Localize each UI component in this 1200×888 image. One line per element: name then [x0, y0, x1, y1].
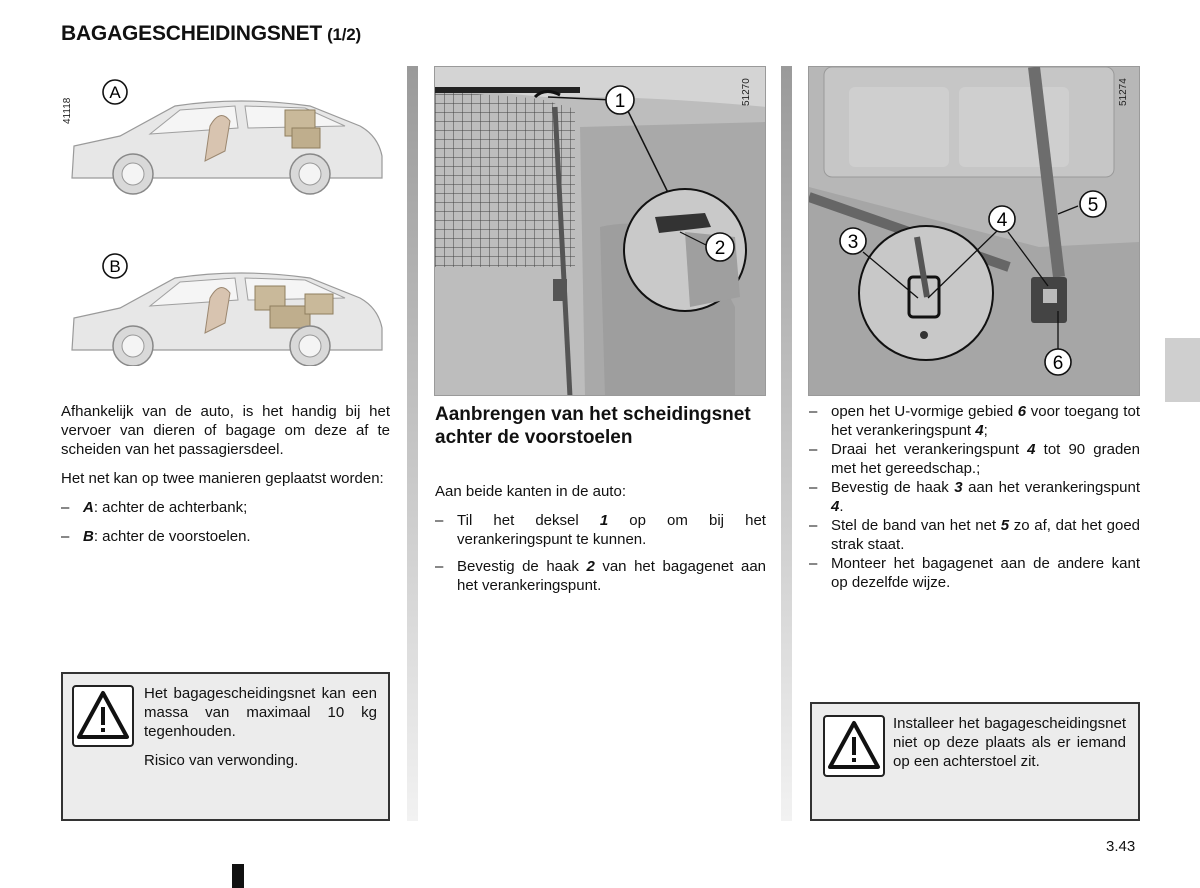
callout-4-text: 4: [996, 210, 1008, 231]
callout-4: [989, 206, 1015, 232]
title-text: BAGAGESCHEIDINGSNET: [61, 22, 323, 45]
list-item: – Monteer het bagagenet aan de andere kant op dezelfde wijze.: [809, 555, 1140, 591]
column-divider-left: [407, 66, 418, 821]
figure-2-overlay: [434, 66, 766, 396]
warning-box-weight: [61, 672, 390, 821]
car-side-view-b: [72, 273, 382, 366]
callout-5-text: 5: [1087, 195, 1099, 216]
steps-list: [435, 511, 766, 595]
option-a-letter: A: [109, 83, 121, 102]
car-diagram-figure: [60, 66, 395, 366]
placement-paragraph: Het net kan op twee manieren geplaatst worden:: [61, 470, 384, 487]
warning-triangle-icon: [823, 715, 885, 777]
callout-1-text: 1: [614, 91, 626, 112]
warning-text-weight: Het bagagescheidingsnet kan een massa van maximaal 10 kg tegenhouden. Risico van verwonding.: [144, 685, 377, 769]
warning-triangle-icon: [72, 685, 134, 747]
list-item: – Til het deksel 1 op om bij het verankeringspunt te kunnen.: [435, 512, 766, 548]
anchor-steps-list: [809, 402, 1140, 592]
list-item: – B: achter de voorstoelen.: [61, 528, 251, 545]
callout-1: [606, 86, 634, 114]
figure-number-41118: 41118: [62, 97, 73, 124]
page-number: 3.43: [1106, 838, 1136, 855]
car-side-view-a: [72, 101, 382, 194]
warning-box-occupant: [810, 702, 1140, 821]
callout-3: [840, 228, 866, 254]
callout-2-text: 2: [714, 238, 726, 259]
warning-text-occupant: Installeer het bagagescheidingsnet niet op deze plaats als er iemand op een achterstoel zit.: [893, 715, 1126, 770]
list-item: – open het U-vormige gebied 6 voor toegang tot het verankeringspunt 4;: [809, 403, 1140, 439]
list-item: – Bevestig de haak 3 aan het verankeringspunt 4.: [809, 479, 1141, 515]
list-item: – Stel de band van het net 5 zo af, dat het goed strak staat.: [809, 517, 1141, 553]
figure-3-overlay: [808, 66, 1140, 396]
figure-number-51274: 51274: [1118, 78, 1129, 106]
intro-paragraph: Afhankelijk van de auto, is het handig bij het vervoer van dieren of bagage om deze af te scheiden van het passagiersdeel.: [61, 403, 390, 458]
callout-5: [1080, 191, 1106, 217]
column-2-intro: Aan beide kanten in de auto:: [435, 483, 626, 500]
callout-6: [1045, 349, 1071, 375]
callout-6-text: 6: [1052, 353, 1064, 374]
section-edge-tab: [1165, 338, 1200, 402]
page-title: [61, 22, 361, 46]
option-b-letter: B: [109, 257, 121, 276]
list-item: – Bevestig de haak 2 van het bagagenet aan het verankeringspunt.: [435, 558, 767, 594]
print-mark: [232, 864, 244, 888]
column-1-text: [61, 402, 390, 551]
placement-options-list: [61, 498, 390, 546]
column-2-text: [435, 482, 766, 600]
list-item: – Draai het verankeringspunt 4 tot 90 graden met het gereedschap.;: [809, 441, 1140, 477]
option-b-label: [103, 254, 127, 278]
column-divider-right: [781, 66, 792, 821]
title-part: (1/2): [327, 25, 362, 44]
callout-3-text: 3: [847, 232, 859, 253]
callout-2: [706, 233, 734, 261]
list-item: – A: achter de achterbank;: [61, 499, 248, 516]
column-3-text: [809, 402, 1140, 592]
section-heading: Aanbrengen van het scheidingsnet achter de voorstoelen: [435, 404, 751, 448]
option-a-label: [103, 80, 127, 104]
figure-number-51270: 51270: [741, 78, 752, 106]
